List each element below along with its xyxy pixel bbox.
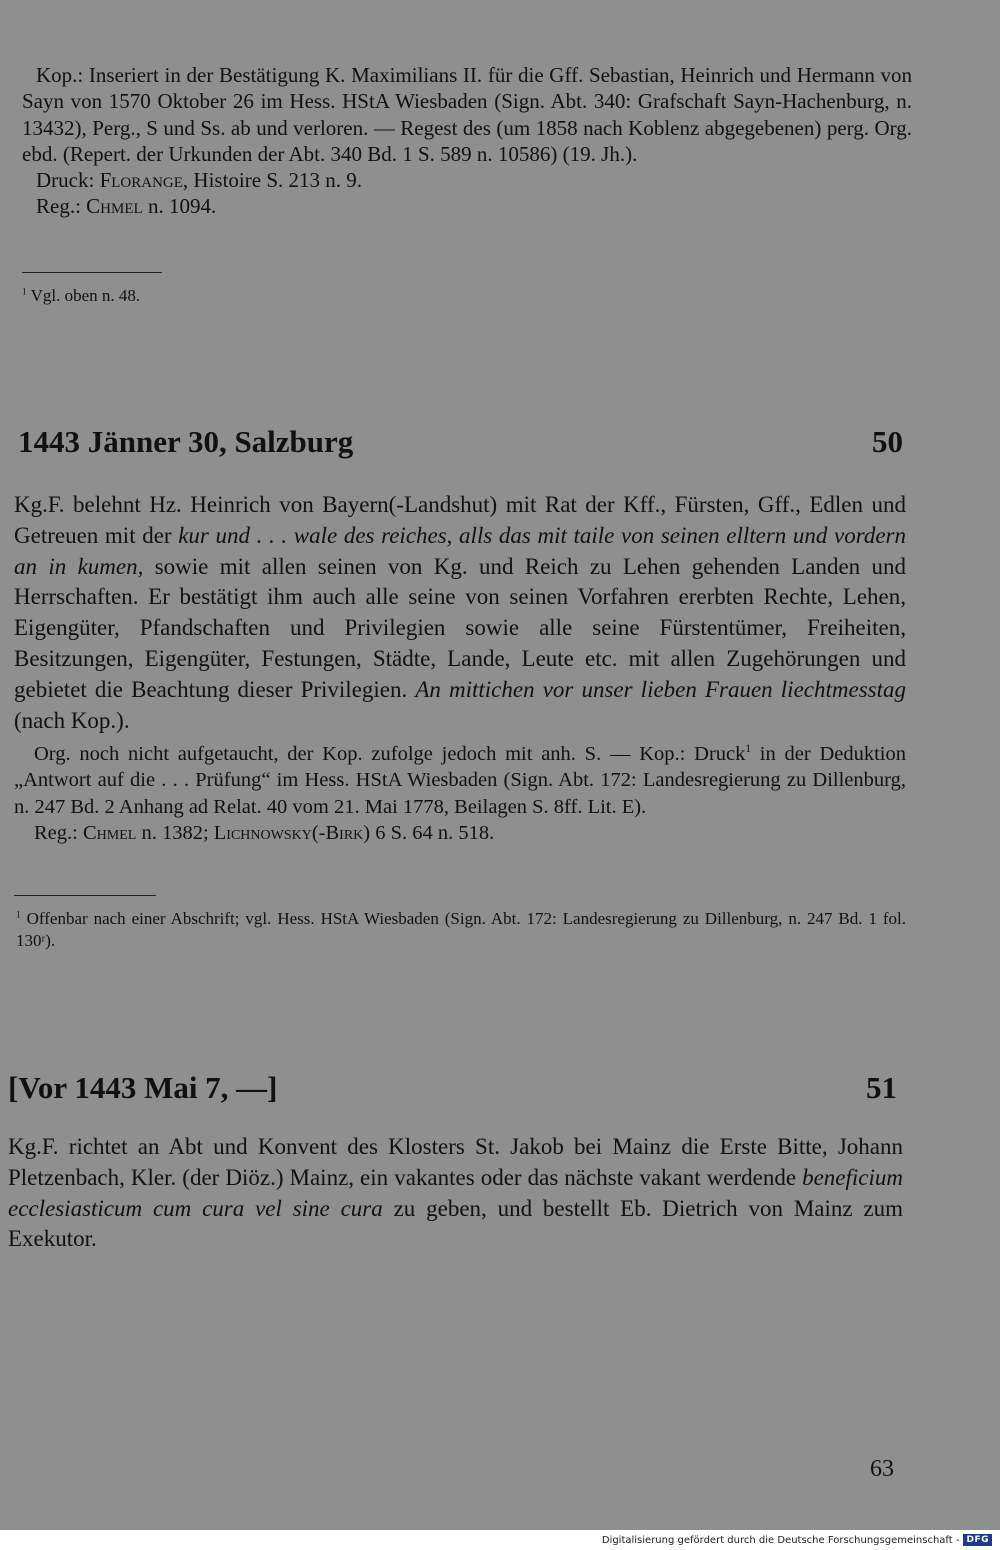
quote-text: beneficium ecclesiasticum cum cura vel sine cura — [8, 1164, 903, 1221]
reg-label: Reg.: — [34, 821, 83, 844]
entry-number: 51 — [866, 1070, 897, 1105]
druck-ref: , Histoire S. 213 n. 9. — [182, 168, 363, 193]
dfg-logo: DFG — [963, 1534, 992, 1546]
regest-text — [8, 1132, 903, 1255]
footnote — [16, 908, 906, 952]
footnote-mark: 1 — [16, 910, 21, 921]
reg-label: Reg.: — [36, 194, 87, 219]
druck-note — [22, 167, 912, 193]
dating-quote: An mittichen vor unser lieben Frauen liechtmesstag — [415, 676, 906, 702]
reg-ref: 6 S. 64 n. 518. — [370, 821, 495, 844]
org-text: Org. noch nicht aufgetaucht, der Kop. zufolge jedoch mit anh. S. — Kop.: Druck — [34, 743, 746, 765]
regest-part: zu geben, und bestellt Eb. Dietrich von Mainz zum Exekutor. — [8, 1195, 903, 1252]
entry-heading: 1443 Jänner 30, Salzburg — [18, 424, 354, 459]
footnote — [22, 285, 902, 307]
page-number: 63 — [870, 1456, 894, 1482]
entry-heading: [Vor 1443 Mai 7, —] — [8, 1070, 278, 1105]
regest-text — [14, 490, 906, 736]
footer-text: Digitalisierung gefördert durch die Deutsche Forschungsgemeinschaft - — [601, 1534, 960, 1546]
reg-note — [22, 193, 912, 219]
kop-text: Kop.: Inseriert in der Bestätigung K. Maximilians II. für die Gff. Sebastian, Heinrich und Hermann von Sayn von 1570 Oktober 26 im Hess. HStA Wiesbaden (Sign. Abt. 340: Grafschaft Sayn-Hachenburg, n. 13432), Perg., S und Ss. ab und verloren. — Regest des (um 1858 nach Koblenz abgegebenen) perg. Org. ebd. (Repert. der Urkunden der Abt. 340 Bd. 1 S. 589 n. 10586) (19. Jh.). — [22, 63, 912, 166]
regest-part: Kg.F. belehnt Hz. Heinrich von Bayern(-Landshut) mit Rat der Kff., Fürsten, Gff., Edlen und Getreuen mit der — [14, 492, 906, 548]
regest-part: Kg.F. richtet an Abt und Konvent des Klosters St. Jakob bei Mainz die Erste Bitte, Johann Pletzenbach, Kler. (der Diöz.) Mainz, ein vakantes oder das nächste vakant werdende — [8, 1134, 903, 1190]
entry-number: 50 — [872, 424, 903, 459]
regest-part: (nach Kop.). — [14, 707, 130, 733]
org-note — [14, 741, 906, 820]
reg-author: Chmel — [82, 821, 137, 844]
digitization-footer — [0, 1530, 1000, 1550]
druck-author: Florange — [99, 168, 183, 193]
quote-text: kur und . . . wale des reiches, alls das mit taile von seinen elltern und vordern an in kumen, — [14, 522, 906, 579]
reg-author: Chmel — [86, 194, 143, 219]
reg-note — [14, 820, 906, 846]
entry-notes — [14, 741, 906, 846]
org-text: in der Deduktion „Antwort auf die . . . Prüfung“ im Hess. HStA Wiesbaden (Sign. Abt. 172: Landesregierung zu Dillenburg, n. 247 Bd. 2 Anhang ad Relat. 40 vom 21. Mai 1778, Beilagen S. 8ff. Lit. E). — [14, 743, 907, 818]
kop-note — [22, 62, 912, 167]
reg-author: Lichnowsky(-Birk) — [213, 821, 371, 844]
footnote-rule — [22, 272, 162, 273]
footnote-ref: 1 — [745, 743, 752, 756]
footnote-mark: 1 — [22, 287, 27, 298]
prev-entry-notes — [22, 62, 912, 220]
footnote-rule — [14, 895, 156, 896]
footnote-text: Offenbar nach einer Abschrift; vgl. Hess. HStA Wiesbaden (Sign. Abt. 172: Landesregierung zu Dillenburg, n. 247 Bd. 1 fol. 130ʳ). — [16, 909, 907, 950]
druck-label: Druck: — [36, 168, 100, 193]
reg-ref: n. 1094. — [142, 194, 217, 219]
footnote-text: Vgl. oben n. 48. — [30, 286, 141, 305]
regest-part: sowie mit allen seinen von Kg. und Reich zu Lehen gehenden Landen und Herrschaften. Er bestätigt ihm auch alle seine von seinen Vorfahren ererbten Rechte, Lehen, Eigengüter, Pfandschaften und Privilegien sowie alle seine Fürstentümer, Freiheiten, Besitzungen, Eigengüter, Festungen, Städte, Lande, Leute etc. mit allen Zugehörungen und gebietet die Beachtung dieser Privilegien. — [14, 553, 906, 702]
reg-ref: n. 1382; — [136, 821, 214, 844]
